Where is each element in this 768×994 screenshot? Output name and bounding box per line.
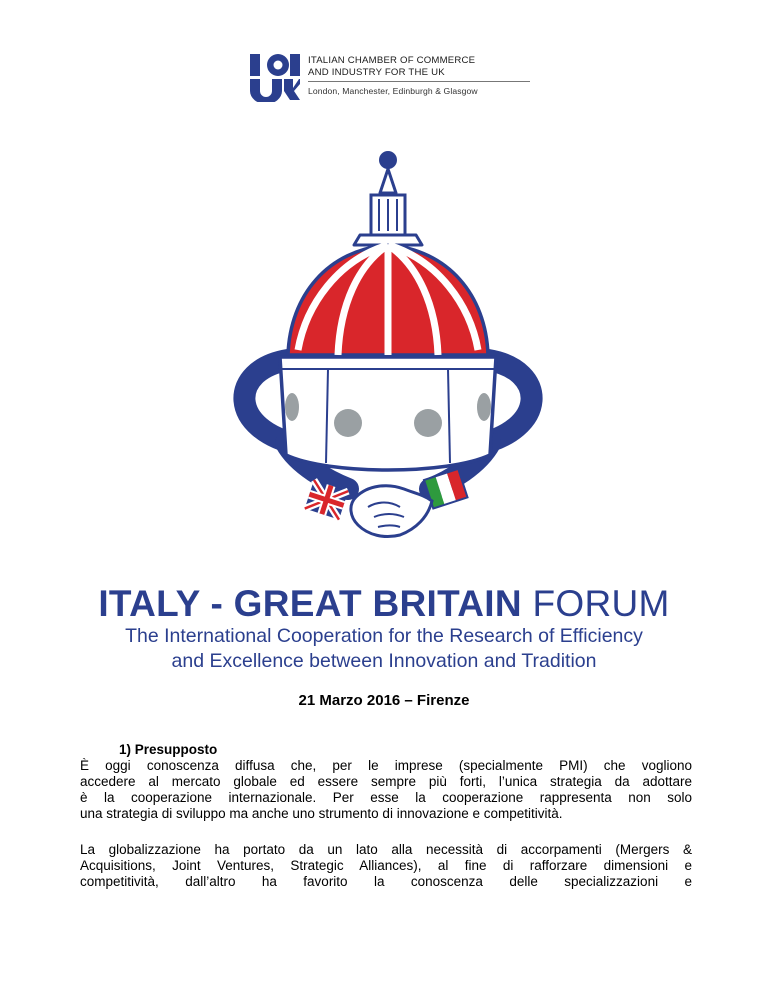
chamber-name-line1: ITALIAN CHAMBER OF COMMERCE	[308, 55, 476, 66]
chamber-name	[308, 55, 540, 98]
paragraph-line: accedere al mercato globale ed essere sempre più forti, l’unica strategia da adottare	[80, 774, 692, 789]
paragraph-line: È oggi conoscenza diffusa che, per le imprese (specialmente PMI) che vogliono	[80, 758, 692, 773]
paragraph-line: una strategia di sviluppo ma anche uno strumento di innovazione e competitività.	[80, 806, 563, 821]
forum-title-light: FORUM	[532, 583, 670, 624]
section-heading	[119, 742, 217, 757]
forum-subtitle-line1: The International Cooperation for the Research of Efficiency	[125, 625, 643, 647]
chamber-divider	[308, 81, 530, 82]
icci-uk-logo-icon	[250, 52, 300, 102]
paragraph-line: competitività, dall’altro ha favorito la conoscenza delle specializzazioni e	[80, 874, 692, 889]
section-title: Presupposto	[134, 742, 218, 757]
paragraph-line: Acquisitions, Joint Ventures, Strategic Alliances), al fine di rafforzare dimensioni e	[80, 858, 692, 873]
paragraph-line: è la cooperazione internazionale. Per esse la cooperazione rappresenta non solo	[80, 790, 692, 805]
chamber-cities: London, Manchester, Edinburgh & Glasgow	[308, 86, 478, 96]
forum-subtitle-line2: and Excellence between Innovation and Tradition	[171, 650, 597, 672]
event-date: 21 Marzo 2016 – Firenze	[298, 692, 470, 709]
forum-title-bold: ITALY - GREAT BRITAIN	[98, 583, 522, 624]
chamber-logo	[250, 52, 540, 104]
paragraph-globalizzazione	[80, 842, 692, 890]
forum-title	[0, 584, 768, 624]
forum-subtitle	[0, 624, 768, 674]
chamber-name-line2: AND INDUSTRY FOR THE UK	[308, 66, 445, 78]
paragraph-presupposto	[80, 758, 692, 822]
section-number: 1)	[119, 742, 132, 757]
dome-handshake-emblem-icon	[228, 145, 548, 555]
paragraph-line: La globalizzazione ha portato da un lato alla necessità di accorpamenti (Mergers &	[80, 842, 692, 857]
